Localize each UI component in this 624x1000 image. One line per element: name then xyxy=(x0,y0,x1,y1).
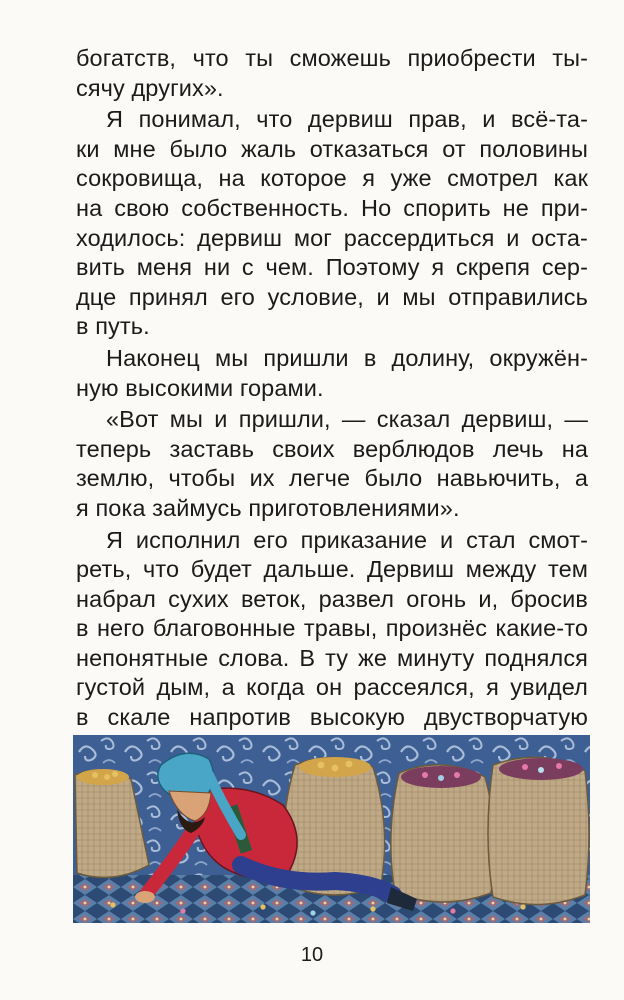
text-line: на свою собственность. Но спорить не при- xyxy=(76,194,588,221)
text-line: в него благовонные травы, произнёс какие-то xyxy=(76,615,588,642)
text-line: теперь заставь своих верблюдов лечь на xyxy=(76,435,588,462)
text-line: «Вот мы и пришли, — сказал дервиш, — xyxy=(106,406,588,433)
text-line: землю, чтобы их легче было навьючить, а xyxy=(76,465,588,492)
text-line: ходилось: дервиш мог рассердиться и оста- xyxy=(76,224,588,251)
paragraph xyxy=(76,526,588,763)
paragraph xyxy=(76,105,588,342)
text-line: дце принял его условие, и мы отправились xyxy=(76,283,588,310)
paragraph xyxy=(76,44,588,103)
text-line: в путь. xyxy=(76,313,150,340)
text-line: набрал сухих веток, развел огонь и, бросив xyxy=(76,585,588,612)
text-line: сячу других». xyxy=(76,74,224,101)
text-line: сокровища, на которое я уже смотрел как xyxy=(76,165,588,192)
text-line: в скале напротив высокую двустворчатую xyxy=(76,704,588,731)
text-line: Я понимал, что дервиш прав, и всё-та- xyxy=(106,106,588,133)
paragraph xyxy=(76,405,588,523)
text-line: богатств, что ты сможешь приобрести ты- xyxy=(76,45,588,71)
text-line: реть, что будет дальше. Дервиш между тем xyxy=(76,556,588,583)
text-line: непонятные слова. В ту же минуту поднялся xyxy=(76,644,588,671)
treasure-illustration xyxy=(73,735,590,923)
text-line: Я исполнил его приказание и стал смот- xyxy=(106,526,588,553)
text-line: ки мне было жаль отказаться от половины xyxy=(76,135,588,162)
page-body-text xyxy=(76,44,588,764)
paragraph xyxy=(76,344,588,403)
text-line: вить меня ни с чем. Поэтому я скрепя сер- xyxy=(76,254,588,281)
page-number: 10 xyxy=(300,944,324,966)
text-line: ную высокими горами. xyxy=(76,374,324,401)
text-line: я пока займусь приготовлениями». xyxy=(76,494,460,521)
sack-right-1 xyxy=(391,765,495,902)
text-line: густой дым, а когда он рассеялся, я увидел xyxy=(76,674,588,701)
sack-right-2 xyxy=(488,757,589,904)
text-line: Наконец мы пришли в долину, окружён- xyxy=(106,344,588,371)
